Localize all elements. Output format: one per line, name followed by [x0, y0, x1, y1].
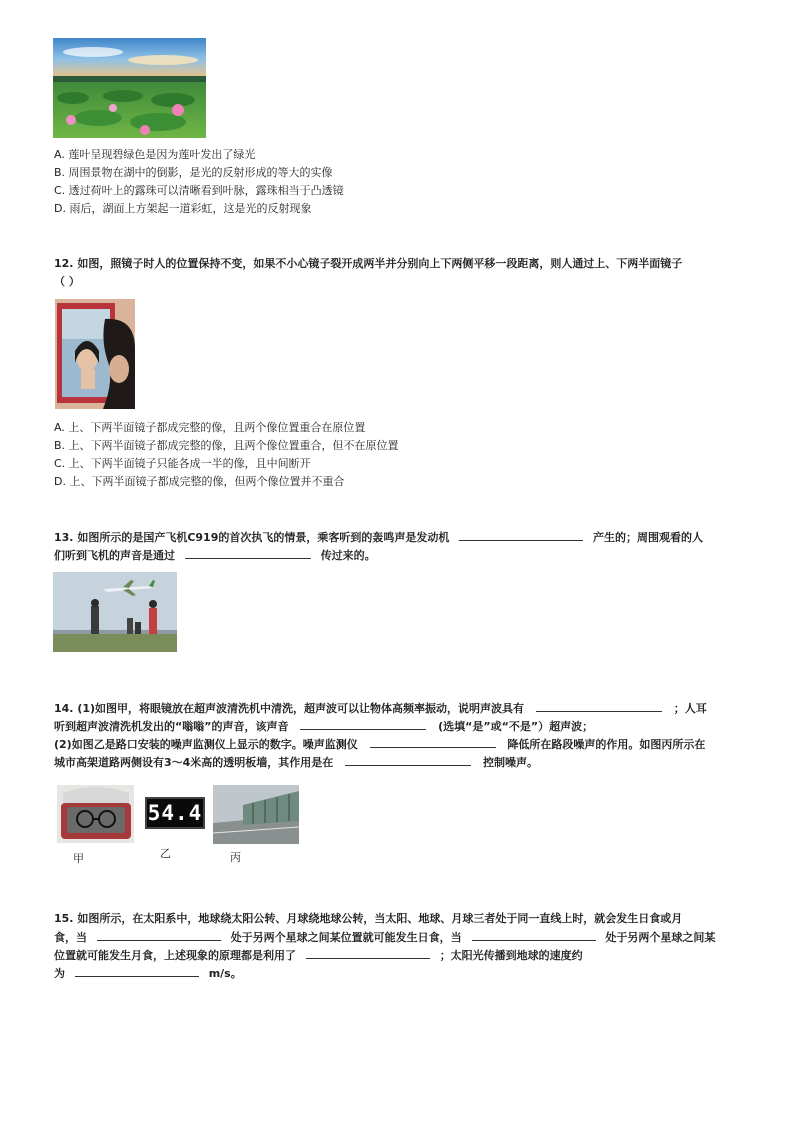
q14-text-1b: ；人耳	[673, 702, 707, 715]
caption-bing: 丙	[230, 851, 241, 864]
q11-option-d: D. 雨后，湖面上方架起一道彩虹，这是光的反射现象	[54, 202, 312, 215]
q13-text-2b: 传过来的。	[320, 549, 376, 562]
q14-text-1a: 14. (1)如图甲，将眼镜放在超声波清洗机中清洗，超声波可以让物体高频率振动，说明声波具有	[54, 702, 525, 715]
q15-text-2b: 处于另两个星球之间某位置就可能发生日食，当	[230, 931, 462, 944]
q13-stem-line1	[54, 528, 703, 547]
sound-barrier-image	[213, 785, 299, 844]
q12-option-a: A. 上、下两半面镜子都成完整的像，且两个像位置重合在原位置	[54, 421, 366, 434]
q13-blank-2[interactable]	[185, 546, 311, 559]
q12-option-b: B. 上、下两半面镜子都成完整的像，且两个像位置重合，但不在原位置	[54, 439, 399, 452]
q14-text-3b: 降低所在路段噪声的作用。如图丙所示在	[507, 738, 706, 751]
q15-text-4b: m/s。	[208, 967, 242, 980]
q12-stem-line1: 12. 如图，照镜子时人的位置保持不变，如果不小心镜子裂开成两半并分别向上下两侧平移一段距离，则人通过上、下两半面镜子	[54, 257, 683, 270]
caption-jia: 甲	[73, 852, 84, 865]
q13-stem-line2	[54, 546, 376, 565]
q14-text-3a: (2)如图乙是路口安装的噪声监测仪上显示的数字。噪声监测仪	[54, 738, 358, 751]
mirror-girl-image	[55, 299, 135, 409]
q15-blank-2[interactable]	[472, 928, 596, 941]
q14-text-4b: 控制噪声。	[483, 756, 538, 769]
q14-blank-3[interactable]	[370, 735, 496, 748]
q15-text-2c: 处于另两个星球之间某	[605, 931, 716, 944]
q15-text-3a: 位置就可能发生月食，上述现象的原理都是利用了	[54, 949, 296, 962]
q13-text-2a: 们听到飞机的声音是通过	[54, 549, 175, 562]
airplane-spectators-image	[53, 572, 177, 652]
q13-text-1a: 13. 如图所示的是国产飞机C919的首次执飞的情景，乘客听到的轰鸣声是发动机	[54, 531, 450, 544]
q12-stem-line2: （ ）	[54, 275, 80, 288]
q14-text-2a: 听到超声波清洗机发出的“嗡嗡”的声音，该声音	[54, 720, 289, 733]
q14-stem-line2	[54, 717, 593, 736]
q15-blank-4[interactable]	[75, 964, 199, 977]
q12-option-d: D. 上、下两半面镜子都成完整的像，但两个像位置并不重合	[54, 475, 345, 488]
q11-option-b: B. 周围景物在湖中的倒影，是光的反射形成的等大的实像	[54, 166, 333, 179]
q15-text-3b: ；太阳光传播到地球的速度约	[439, 949, 583, 962]
q14-text-2b: (选填“是”或“不是”）超声波；	[438, 720, 594, 733]
q15-text-4a: 为	[54, 967, 65, 980]
noise-reading: 54.4	[147, 801, 203, 825]
q15-stem-line4	[54, 964, 242, 983]
q14-stem-line1	[54, 699, 707, 718]
q15-blank-1[interactable]	[97, 928, 221, 941]
q14-stem-line4	[54, 753, 538, 772]
q15-stem-line1: 15. 如图所示，在太阳系中，地球绕太阳公转、月球绕地球公转，当太阳、地球、月球三者处于同一直线上时，就会发生日食或月	[54, 912, 683, 925]
q14-stem-line3	[54, 735, 705, 754]
noise-monitor-display	[145, 797, 205, 829]
ultrasonic-cleaner-image	[57, 785, 134, 843]
q11-option-a: A. 莲叶呈现碧绿色是因为莲叶发出了绿光	[54, 148, 256, 161]
q14-blank-4[interactable]	[345, 753, 471, 766]
q14-blank-1[interactable]	[536, 699, 662, 712]
q15-stem-line2	[54, 928, 715, 947]
lotus-pond-image	[53, 38, 206, 138]
q13-text-1b: 产生的；周围观看的人	[593, 531, 704, 544]
q15-text-2a: 食，当	[54, 931, 87, 944]
q15-stem-line3	[54, 946, 583, 965]
q14-blank-2[interactable]	[300, 717, 426, 730]
q15-blank-3[interactable]	[306, 946, 430, 959]
q12-option-c: C. 上、下两半面镜子只能各成一半的像，且中间断开	[54, 457, 311, 470]
q11-option-c: C. 透过荷叶上的露珠可以清晰看到叶脉，露珠相当于凸透镜	[54, 184, 344, 197]
caption-yi: 乙	[160, 847, 171, 860]
q14-text-4a: 城市高架道路两侧设有3～4米高的透明板墙，其作用是在	[54, 756, 334, 769]
q13-blank-1[interactable]	[459, 528, 583, 541]
